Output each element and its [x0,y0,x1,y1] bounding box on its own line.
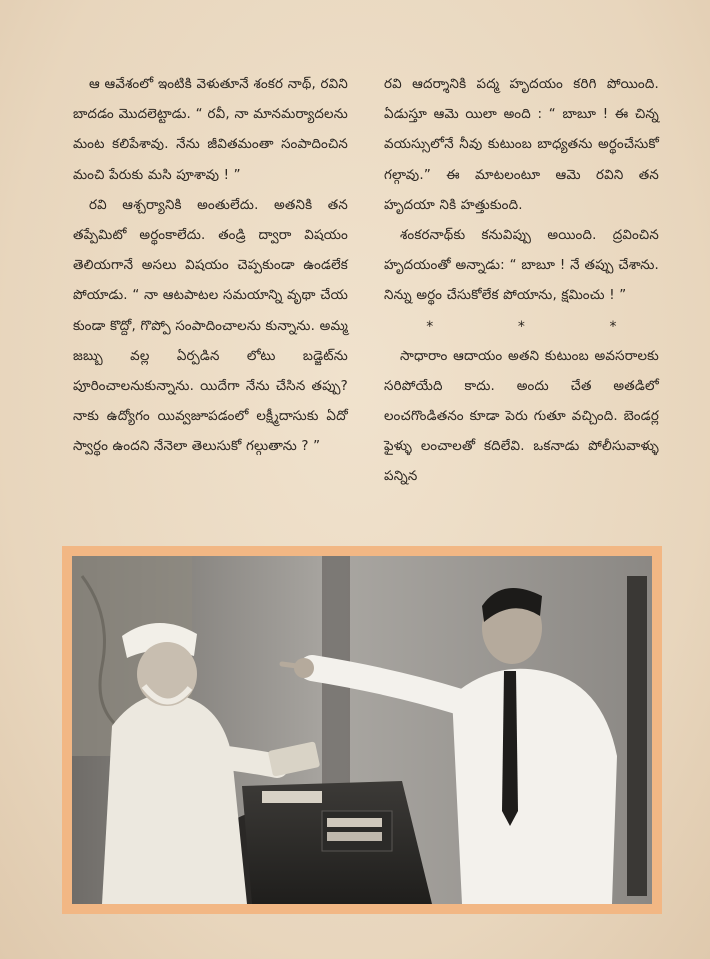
file-tray [322,811,392,851]
photo-frame [62,546,662,914]
necktie [502,671,518,826]
section-separator [384,312,659,342]
window-edge [627,576,647,896]
right-text-column [384,70,659,493]
separator-star: * [517,318,526,335]
paragraph: సాధారాం ఆదాయం అతని కుటుంబ అవసరాలకు సరిపోయేది కాదు. అందు చేత అతడిలో లంచగొండితనం కూడా పెరు గుతూ వచ్చింది. బెండర్ల ఫైళ్ళు లంచాలతో కదిలేవి. ఒకనాడు పోలీసువాళ్ళు పన్నిన [384,348,659,485]
desk-papers [262,791,322,803]
film-still-photo [72,556,652,904]
film-still-illustration [72,556,652,904]
left-text-column [73,70,348,463]
paragraph: ఆ ఆవేశంలో ఇంటికి వెళుతూనే శంకర నాథ్, రవిని బాదడం మొదలెట్టాడు. “ రవీ, నా మానమర్యాదలను మంట కలిపేశావు. నేను జీవితమంతా సంపాదించిన మంచి పేరుకు మసి పూశావు ! ” [73,77,348,183]
separator-star: * [609,318,617,335]
paragraph: శంకరనాథ్‌కు కనువిప్పు అయింది. ద్రవించిన హృదయంతో అన్నాడు: “ బాబూ ! నే తప్పు చేశాను. నిన్ను అర్థం చేసుకోలేక పోయాను, క్షమించు ! ” [384,228,659,304]
separator-star: * [426,318,434,335]
paragraph: రవి ఆదర్శానికి పద్మ హృదయం కరిగి పోయింది. ఏడుస్తూ ఆమె యిలా అంది : “ బాబూ ! ఈ చిన్న వయస్సులోనే నీవు కుటుంబ బాధ్యతను అర్థంచేసుకో గల్గావు.” ఈ మాటలంటూ ఆమె రవిని తన హృదయా నికి హత్తుకుంది. [384,77,659,213]
paragraph: రవి ఆశ్చర్యానికి అంతులేదు. అతనికి తన తప్పేమిటో అర్థంకాలేదు. తండ్రి ద్వారా విషయం తెలియగానే అసలు విషయం చెప్పకుండా ఉండలేక పోయాడు. “ నా ఆటపాటల సమయాన్ని వృథా చేయ కుండా కొద్దో, గొప్పో సంపాదించాలను కున్నాను. అమ్మ జబ్బు వల్ల ఏర్పడిన లోటు బడ్జెట్‌ను పూరించాలనుకున్నాను. యిదేగా నేను చేసిన తప్పు? నాకు ఉద్యోగం యివ్వజూపడంలో లక్ష్మీదాసుకు ఏదో స్వార్థం ఉందని నేనెలా తెలుసుకో గల్గుతాను ? ” [73,197,348,455]
